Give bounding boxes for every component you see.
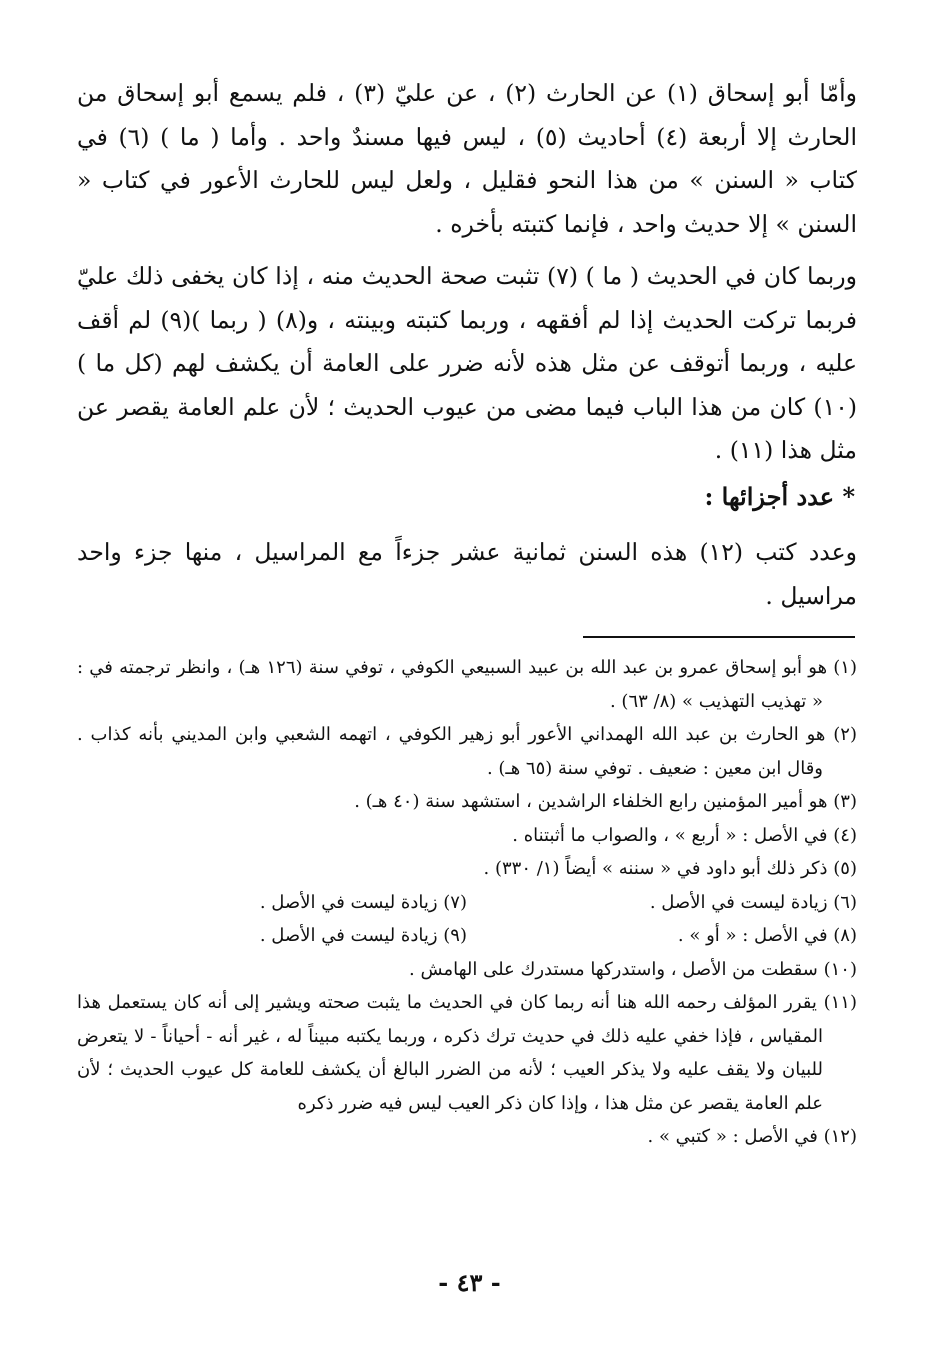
footnote-3: (٣) هو أمير المؤمنين رابع الخلفاء الراشدين ، استشهد سنة (٤٠ هـ) .	[354, 791, 857, 812]
footnote-11: (١١) يقرر المؤلف رحمه الله هنا أنه ربما كان في الحديث ما يثبت صحته ويشير إلى أنه كان يستعمل هذا المقياس ، فإذا خفي عليه ذلك في حديث ترك ذكره ، وربما يكتبه مبيناً له ، غير أنه - أحياناً - لا يتعرض للبيان ولا يقف عليه ولا يذكر العيب ؛ لأنه من الضرر البالغ أن يكشف للعامة كل عيوب الحديث ؛ لأن علم العامة يقصر عن مثل هذا ، وإذا كان ذكر العيب ليس فيه ضرر ذكره	[77, 992, 857, 1114]
footnote-row-6-7	[77, 886, 857, 920]
footnote-7: (٧) زيادة ليست في الأصل .	[259, 891, 467, 913]
footnote-separator	[583, 636, 855, 638]
footnote-6: (٦) زيادة ليست في الأصل .	[649, 891, 857, 913]
footnote-12: (١٢) في الأصل : « كتبي » .	[647, 1126, 857, 1147]
footnote-row-8-9	[77, 919, 857, 953]
footnote-8: (٨) في الأصل : « أو » .	[677, 925, 857, 946]
section-heading: * عدد أجزائها :	[704, 482, 855, 511]
footnotes-block	[77, 651, 857, 1154]
paragraph-abu-ishaq: وأمّا أبو إسحاق (١) عن الحارث (٢) ، عن عليّ (٣) ، فلم يسمع أبو إسحاق من الحارث إلا أربعة (٤) أحاديث (٥) ، ليس فيها مسندٌ واحد . وأما ( ما ) (٦) في كتاب « السنن » من هذا النحو فقليل ، ولعل ليس للحارث الأعور في كتاب « السنن » إلا حديث واحد ، فإنما كتبته بأخره .	[77, 79, 857, 238]
footnote-2: (٢) هو الحارث بن عبد الله الهمداني الأعور أبو زهير الكوفي ، اتهمه الشعبي وابن المديني بأنه كذاب . وقال ابن معين : ضعيف . توفي سنة (٦٥ هـ) .	[77, 724, 857, 779]
footnote-1: (١) هو أبو إسحاق عمرو بن عبد الله بن عبيد السبيعي الكوفي ، توفي سنة (١٢٦ هـ) ، وانظر ترجمته في : « تهذيب التهذيب » (٨/ ٦٣) .	[77, 657, 857, 712]
page-number: - ٤٣ -	[438, 1268, 501, 1297]
footnote-10: (١٠) سقطت من الأصل ، واستدركها مستدرك على الهامش .	[409, 958, 857, 980]
footnote-9: (٩) زيادة ليست في الأصل .	[259, 925, 467, 946]
paragraph-volume-count: وعدد كتب (١٢) هذه السنن ثمانية عشر جزءاً مع المراسيل ، منها جزء واحد مراسيل .	[77, 538, 857, 610]
footnote-5: (٥) ذكر ذلك أبو داود في « سننه » أيضاً (١/ ٣٣٠) .	[483, 858, 857, 879]
footnote-4: (٤) في الأصل : « أربع » ، والصواب ما أثبتناه .	[512, 824, 857, 846]
paragraph-hadith-defects: وربما كان في الحديث ( ما ) (٧) تثبت صحة الحديث منه ، إذا كان يخفى ذلك عليّ فربما تركت الحديث إذا لم أفقهه ، وربما كتبته وبينته ، و(٨) ( ربما )(٩) لم أقف عليه ، وربما أتوقف عن مثل هذه لأنه ضرر على العامة أن يكشف لهم (كل ما ) (١٠) كان من هذا الباب فيما مضى من عيوب الحديث ؛ لأن علم العامة يقصر عن مثل هذا (١١) .	[77, 262, 857, 464]
